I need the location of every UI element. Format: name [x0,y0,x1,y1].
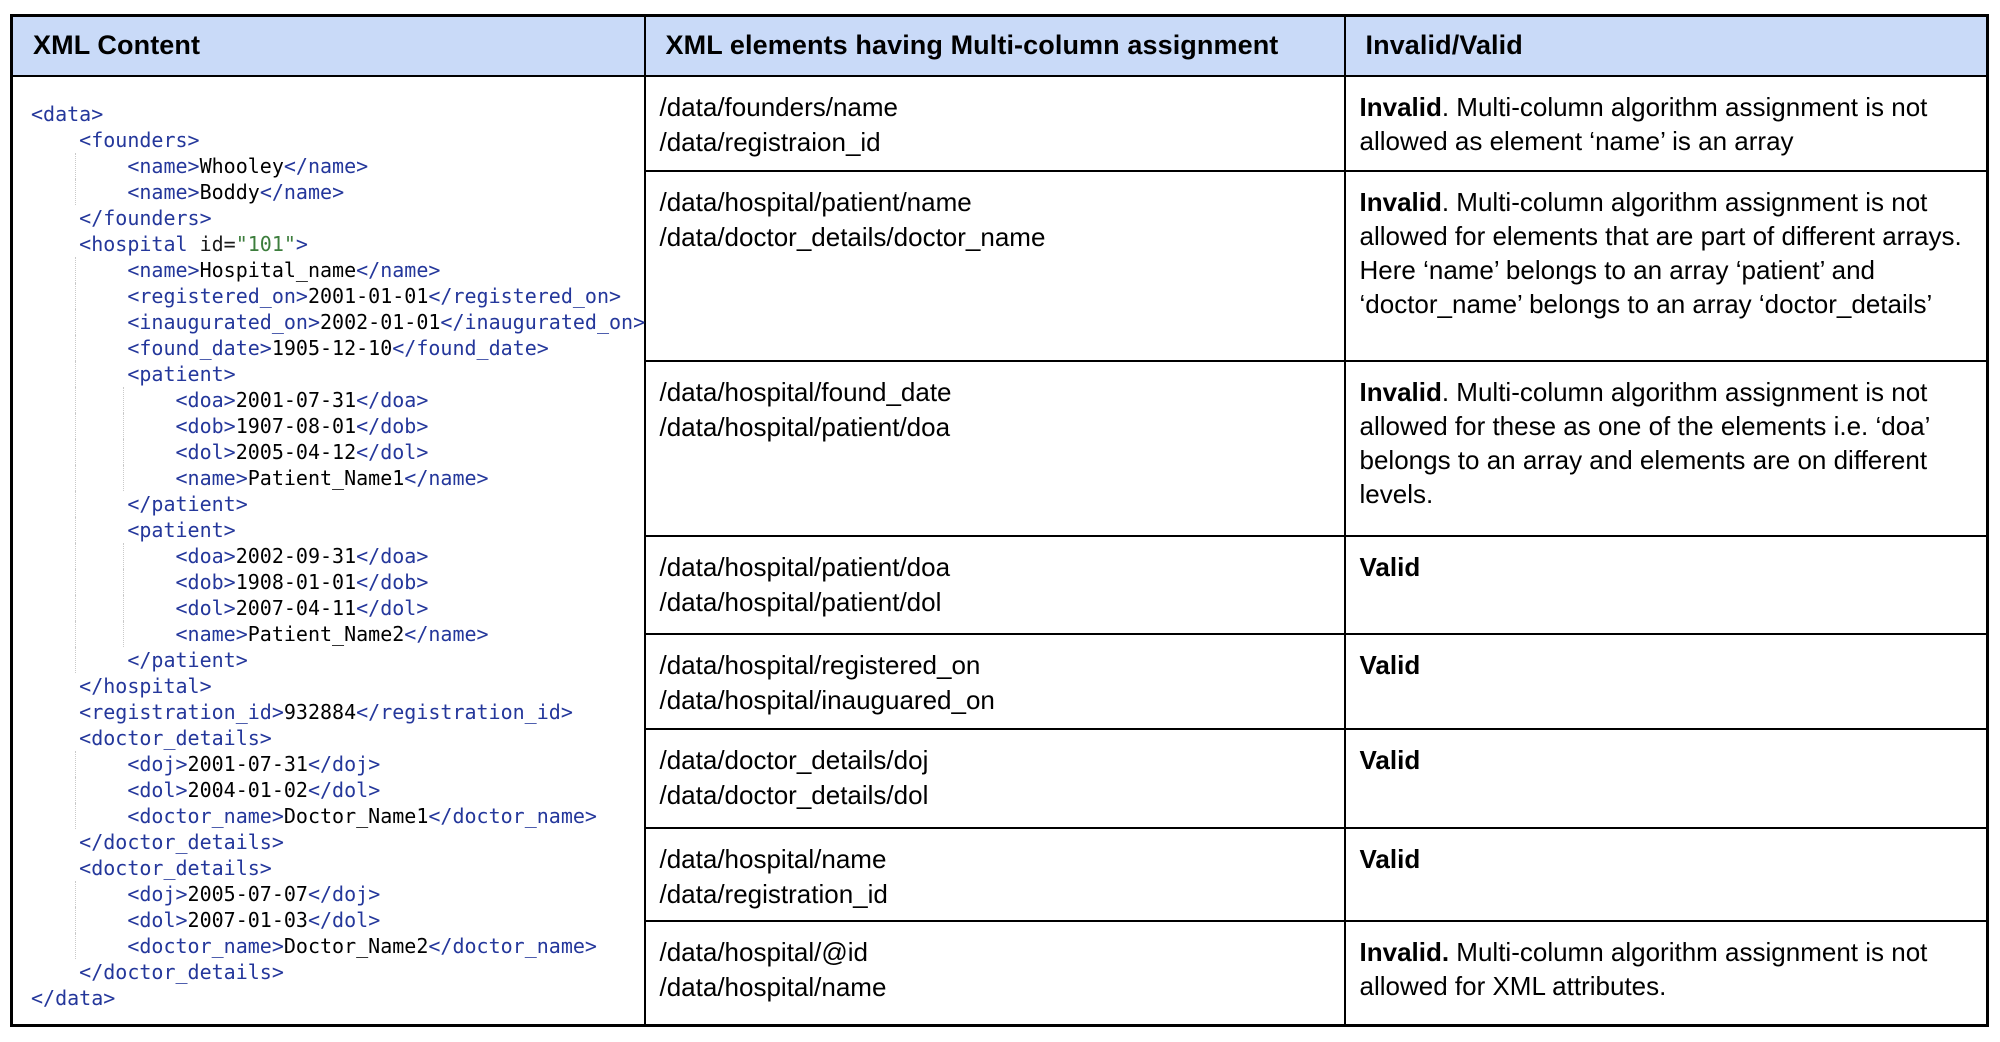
indent-guide [75,283,76,309]
xpath-cell [645,828,1345,921]
xpath-line: /data/registration_id [659,878,888,909]
verdict-status: Valid [1359,649,1421,680]
xpath-cell [645,76,1345,171]
indent-guide [75,309,76,335]
verdict-text: . Multi-column algorithm assignment is not allowed for elements that are part of different arrays. Here ‘name’ belongs to an array ‘patient’ and ‘doctor_name’ belongs to an array ‘doctor_details’ [1359,186,1962,319]
verdict-status: Valid [1359,843,1421,874]
xml-code-line: </data> [31,985,116,1010]
xml-code-line: </hospital> [79,673,212,698]
xpath-line: /data/doctor_details/doj [659,744,929,775]
xpath-line: /data/hospital/patient/name [659,186,972,217]
indent-guide [123,439,124,465]
indent-guide [75,439,76,465]
verdict-text: . Multi-column algorithm assignment is not allowed for these as one of the elements i.e. ‘doa’ belongs to an array and elements are on different levels. [1359,376,1930,509]
verdict-cell [1345,76,1988,171]
indent-guide [123,413,124,439]
verdict-cell [1345,634,1988,729]
verdict-status: Invalid [1359,186,1442,217]
xpath-line: /data/hospital/registered_on [659,649,981,680]
indent-guide [75,647,76,673]
indent-guide [123,569,124,595]
xml-code-line: <dol>2005-04-12</dol> [31,439,644,465]
xpath-line: /data/doctor_details/doctor_name [659,221,1046,252]
verdict-cell [1345,361,1988,536]
indent-guide [75,569,76,595]
xpath-cell [645,361,1345,536]
xml-code-line: <dob>1907-08-01</dob> [31,413,644,439]
indent-guide [75,361,76,387]
xml-code-line: <dol>2007-04-11</dol> [31,595,644,621]
verdict-status: Valid [1359,551,1421,582]
xml-code-line: </doctor_details> [79,829,284,854]
table-row [12,76,1988,171]
xml-code-line: <doctor_name>Doctor_Name2</doctor_name> [31,933,644,959]
indent-guide [75,153,76,179]
xpath-cell [645,634,1345,729]
xml-code-line: <data> [31,101,104,126]
verdict-status: Invalid [1359,376,1442,407]
xml-code-line: <dol>2007-01-03</dol> [31,907,644,933]
xpath-line: /data/hospital/patient/doa [659,551,951,582]
verdict-cell [1345,171,1988,361]
indent-guide [75,803,76,829]
indent-guide [75,465,76,491]
xml-code-line: <registration_id>932884</registration_id> [79,699,573,724]
indent-guide [75,621,76,647]
xml-code-line: </doctor_details> [79,959,284,984]
xpath-line: /data/hospital/found_date [659,376,952,407]
indent-guide [75,517,76,543]
xpath-line: /data/doctor_details/dol [659,779,929,810]
xml-code-line: <patient> [31,517,644,543]
xml-code-line: <inaugurated_on>2002-01-01</inaugurated_on> [31,309,644,335]
indent-guide [123,465,124,491]
xml-code-line: <patient> [31,361,644,387]
xml-code-line: </patient> [31,491,644,517]
xml-code-line: <doctor_details> [79,725,272,750]
indent-guide [75,933,76,959]
indent-guide [75,257,76,283]
verdict-text: . Multi-column algorithm assignment is not allowed as element ‘name’ is an array [1359,91,1928,156]
xml-code-line: <name>Hospital_name</name> [31,257,644,283]
xml-code-line: </founders> [79,205,212,230]
xml-code-line: <dob>1908-01-01</dob> [31,569,644,595]
col-header-invalid-valid: Invalid/Valid [1345,16,1988,76]
xpath-line: /data/hospital/inauguared_on [659,684,995,715]
xml-code-line: <found_date>1905-12-10</found_date> [31,335,644,361]
indent-guide [123,543,124,569]
verdict-cell [1345,828,1988,921]
indent-guide [75,881,76,907]
xml-code-line: <name>Boddy</name> [31,179,644,205]
indent-guide [75,907,76,933]
xpath-line: /data/registraion_id [659,126,881,157]
xml-content-cell [12,76,645,1026]
col-header-multi-column-assignment: XML elements having Multi-column assignment [645,16,1345,76]
indent-guide [75,751,76,777]
indent-guide [75,491,76,517]
xml-code-line: <registered_on>2001-01-01</registered_on> [31,283,644,309]
indent-guide [75,777,76,803]
xml-code-line: <dol>2004-01-02</dol> [31,777,644,803]
xpath-line: /data/hospital/patient/doa [659,411,951,442]
verdict-cell [1345,729,1988,828]
xml-code-line: <name>Patient_Name1</name> [31,465,644,491]
xml-code-line: <name>Whooley</name> [31,153,644,179]
xpath-cell [645,921,1345,1026]
col-header-xml-content: XML Content [12,16,645,76]
verdict-text: Multi-column algorithm assignment is not allowed for XML attributes. [1359,936,1928,1001]
xml-code-line: <hospital id="101"> [79,231,308,256]
verdict-cell [1345,921,1988,1026]
indent-guide [123,387,124,413]
xml-code-line: <doctor_name>Doctor_Name1</doctor_name> [31,803,644,829]
header-row [12,16,1988,76]
verdict-status: Invalid [1359,91,1442,122]
verdict-status: Invalid. [1359,936,1450,967]
xml-code-line: <doa>2001-07-31</doa> [31,387,644,413]
indent-guide [75,335,76,361]
indent-guide [75,179,76,205]
xpath-line: /data/hospital/name [659,971,887,1002]
xml-code-line: <name>Patient_Name2</name> [31,621,644,647]
indent-guide [75,543,76,569]
assignment-table [10,14,1989,1027]
indent-guide [75,595,76,621]
xml-code [31,101,644,1011]
verdict-status: Valid [1359,744,1421,775]
xml-code-line: <doj>2001-07-31</doj> [31,751,644,777]
xml-code-line: <doa>2002-09-31</doa> [31,543,644,569]
xpath-line: /data/founders/name [659,91,898,122]
indent-guide [75,387,76,413]
verdict-cell [1345,536,1988,634]
xpath-cell [645,729,1345,828]
xpath-line: /data/hospital/name [659,843,887,874]
xpath-line: /data/hospital/patient/dol [659,586,942,617]
xml-code-line: <founders> [79,127,200,152]
xml-code-line: <doctor_details> [79,855,272,880]
indent-guide [75,413,76,439]
xml-code-line: </patient> [31,647,644,673]
xpath-cell [645,171,1345,361]
xml-code-line: <doj>2005-07-07</doj> [31,881,644,907]
xpath-cell [645,536,1345,634]
indent-guide [123,595,124,621]
indent-guide [123,621,124,647]
xpath-line: /data/hospital/@id [659,936,869,967]
